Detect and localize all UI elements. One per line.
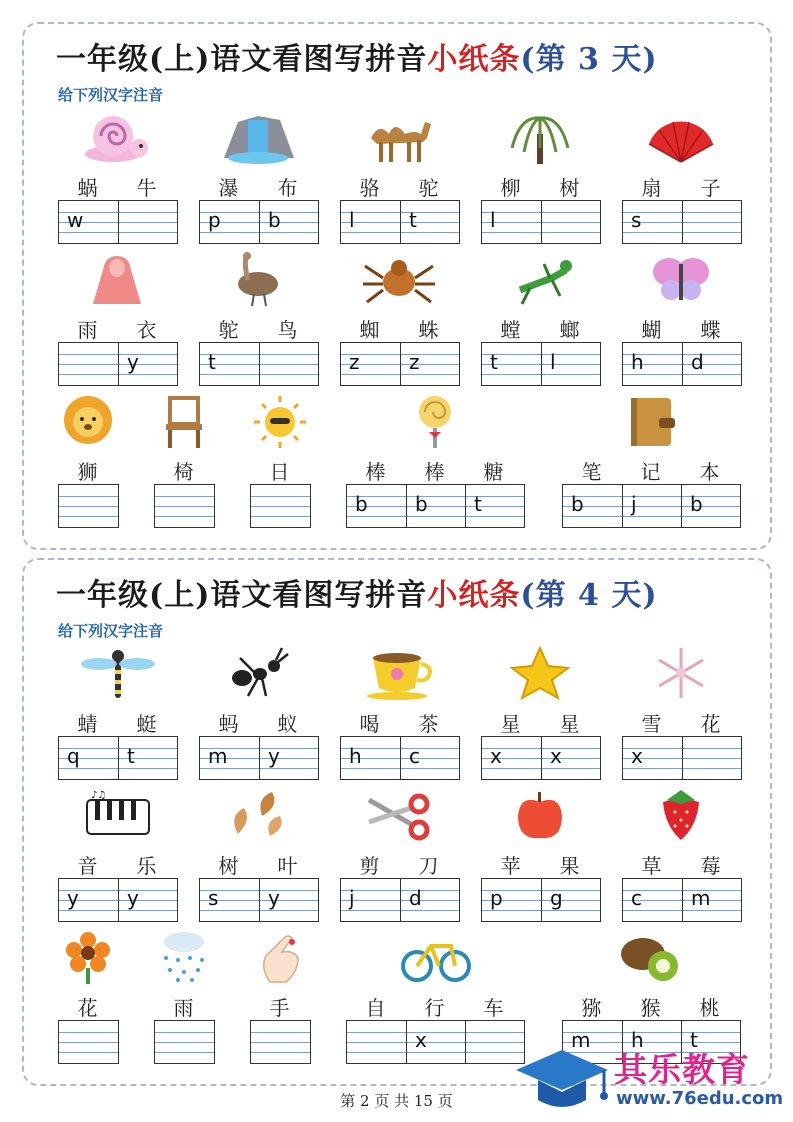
word-item — [154, 392, 213, 532]
pinyin-initial: y — [127, 886, 139, 910]
hanzi-char: 剪 — [359, 854, 380, 878]
snowflake-icon — [641, 644, 721, 702]
pinyin-initial: w — [67, 208, 84, 232]
pinyin-initial: s — [208, 886, 219, 910]
hanzi-char: 果 — [559, 854, 580, 878]
sun-icon — [240, 392, 320, 450]
hanzi-char: 音 — [77, 854, 98, 878]
word-item — [58, 108, 176, 248]
pinyin-writing-box[interactable] — [259, 737, 318, 779]
word-item — [346, 392, 523, 532]
page-footer: 第 2 页 共 15 页 — [340, 1092, 453, 1110]
pinyin-writing-box[interactable] — [341, 343, 400, 385]
pinyin-initial: m — [208, 744, 228, 768]
hanzi-char: 喝 — [359, 712, 380, 736]
hanzi-char: 蜓 — [136, 712, 157, 736]
pinyin-writing-box[interactable] — [623, 201, 682, 243]
pinyin-box-group — [250, 1020, 311, 1064]
ant-icon — [218, 644, 298, 702]
pinyin-initial: x — [550, 744, 562, 768]
pinyin-box-group — [154, 1020, 215, 1064]
pinyin-initial: g — [550, 886, 563, 910]
hanzi-char: 椅 — [173, 460, 194, 484]
pinyin-box-group — [199, 342, 319, 386]
hanzi-char: 螳 — [500, 318, 521, 342]
pinyin-box-group — [199, 878, 319, 922]
hanzi-char: 螂 — [559, 318, 580, 342]
hanzi-row — [481, 314, 599, 343]
pinyin-box-group — [622, 342, 742, 386]
hanzi-char: 扇 — [641, 176, 662, 200]
pinyin-initial: d — [691, 350, 704, 374]
pinyin-initial: z — [409, 350, 420, 374]
word-item — [154, 928, 213, 1068]
hanzi-char: 雨 — [173, 996, 194, 1020]
lion-icon — [48, 392, 128, 450]
hanzi-char: 蝶 — [700, 318, 721, 342]
pinyin-box-group — [58, 878, 178, 922]
hanzi-char: 花 — [77, 996, 98, 1020]
hanzi-char: 驼 — [418, 176, 439, 200]
lollipop-icon — [395, 392, 475, 450]
pinyin-writing-box[interactable] — [682, 879, 741, 921]
hanzi-row — [481, 172, 599, 201]
pinyin-writing-box[interactable] — [400, 737, 459, 779]
hanzi-char: 牛 — [136, 176, 157, 200]
pinyin-initial: l — [490, 208, 496, 232]
flower-icon — [48, 928, 128, 986]
pinyin-writing-box[interactable] — [59, 879, 118, 921]
hanzi-char: 蝴 — [641, 318, 662, 342]
instruction-text: 给下列汉字注音 — [58, 622, 164, 640]
pinyin-box-group — [58, 342, 178, 386]
hanzi-char: 蚁 — [277, 712, 298, 736]
hanzi-row — [562, 456, 739, 485]
hanzi-char: 本 — [699, 460, 720, 484]
pinyin-writing-box[interactable] — [341, 737, 400, 779]
word-item — [622, 644, 740, 784]
hanzi-char: 笔 — [581, 460, 602, 484]
willow-icon — [500, 108, 580, 166]
hanzi-char: 苹 — [500, 854, 521, 878]
hanzi-row — [340, 172, 458, 201]
fan-icon — [641, 108, 721, 166]
hanzi-char: 蚂 — [218, 712, 239, 736]
hanzi-row — [481, 850, 599, 879]
pinyin-writing-box[interactable] — [59, 201, 118, 243]
pinyin-box-group — [562, 484, 741, 528]
hanzi-row — [58, 314, 176, 343]
pinyin-initial: x — [415, 1028, 427, 1052]
pinyin-initial: t — [690, 1028, 698, 1052]
pinyin-initial: b — [690, 492, 703, 516]
hanzi-char: 猴 — [640, 996, 661, 1020]
word-item — [481, 250, 599, 390]
hanzi-char: 棒 — [365, 460, 386, 484]
pinyin-initial: t — [490, 350, 498, 374]
pinyin-writing-box[interactable] — [400, 343, 459, 385]
hanzi-char: 蛛 — [418, 318, 439, 342]
hanzi-row — [58, 456, 117, 485]
word-item — [481, 786, 599, 926]
pinyin-initial: t — [474, 492, 482, 516]
hanzi-char: 星 — [500, 712, 521, 736]
pinyin-initial: p — [490, 886, 503, 910]
word-item — [199, 786, 317, 926]
leaves-icon — [218, 786, 298, 844]
hanzi-row — [58, 992, 117, 1021]
hanzi-row — [346, 456, 523, 485]
hanzi-char: 桃 — [699, 996, 720, 1020]
chair-icon — [144, 392, 224, 450]
word-item — [622, 786, 740, 926]
pinyin-box-group — [622, 736, 742, 780]
pinyin-initial: t — [127, 744, 135, 768]
hanzi-char: 记 — [640, 460, 661, 484]
hanzi-char: 自 — [365, 996, 386, 1020]
hanzi-char: 车 — [483, 996, 504, 1020]
brand-logo — [512, 1040, 788, 1116]
word-item — [622, 108, 740, 248]
hanzi-char: 日 — [269, 460, 290, 484]
pinyin-writing-box[interactable] — [482, 879, 541, 921]
pinyin-box-group — [481, 342, 601, 386]
bicycle-icon — [395, 928, 475, 986]
hanzi-row — [250, 456, 309, 485]
hanzi-char: 树 — [218, 854, 239, 878]
brand-url: www.76edu.com — [616, 1088, 784, 1109]
hanzi-char: 乐 — [136, 854, 157, 878]
graduation-cap-icon — [512, 1040, 622, 1116]
svg-text:♪♫: ♪♫ — [91, 790, 107, 801]
word-item — [340, 786, 458, 926]
notebook-icon — [611, 392, 691, 450]
pinyin-writing-box[interactable] — [482, 201, 541, 243]
pinyin-box-group — [199, 736, 319, 780]
pinyin-box-group — [481, 878, 601, 922]
hanzi-row — [622, 708, 740, 737]
pinyin-writing-box[interactable] — [681, 485, 740, 527]
hanzi-row — [250, 992, 309, 1021]
hanzi-char: 蜗 — [77, 176, 98, 200]
pinyin-writing-box[interactable] — [341, 201, 400, 243]
pinyin-writing-box[interactable] — [59, 485, 118, 527]
pinyin-writing-box[interactable] — [682, 737, 741, 779]
hanzi-char: 柳 — [500, 176, 521, 200]
pinyin-initial: y — [67, 886, 79, 910]
pinyin-box-group — [340, 200, 460, 244]
instruction-text: 给下列汉字注音 — [58, 86, 164, 104]
hanzi-char: 狮 — [77, 460, 98, 484]
ostrich-icon — [218, 250, 298, 308]
pinyin-writing-box[interactable] — [118, 737, 177, 779]
hanzi-row — [562, 992, 739, 1021]
rain-cloud-icon — [144, 928, 224, 986]
pinyin-initial: x — [490, 744, 502, 768]
word-item — [199, 108, 317, 248]
hanzi-char: 骆 — [359, 176, 380, 200]
pinyin-initial: b — [268, 208, 281, 232]
hanzi-row — [622, 172, 740, 201]
hanzi-char: 莓 — [700, 854, 721, 878]
hanzi-char: 蜘 — [359, 318, 380, 342]
waterfall-icon — [218, 108, 298, 166]
pinyin-box-group — [340, 342, 460, 386]
hanzi-row — [58, 172, 176, 201]
pinyin-writing-box[interactable] — [482, 343, 541, 385]
hanzi-row — [154, 456, 213, 485]
hanzi-row — [199, 314, 317, 343]
dragonfly-icon — [77, 644, 157, 702]
hanzi-char: 鸟 — [277, 318, 298, 342]
teacup-icon — [359, 644, 439, 702]
pinyin-writing-box[interactable] — [259, 201, 318, 243]
hanzi-char: 草 — [641, 854, 662, 878]
hanzi-row — [199, 172, 317, 201]
pinyin-writing-box[interactable] — [200, 343, 259, 385]
pinyin-writing-box[interactable] — [465, 485, 524, 527]
pinyin-box-group — [58, 200, 178, 244]
word-item — [58, 644, 176, 784]
hanzi-char: 手 — [269, 996, 290, 1020]
pinyin-writing-box[interactable] — [259, 879, 318, 921]
hanzi-char: 茶 — [418, 712, 439, 736]
hanzi-char: 猕 — [581, 996, 602, 1020]
hanzi-char: 子 — [700, 176, 721, 200]
pinyin-writing-box[interactable] — [541, 879, 600, 921]
pinyin-writing-box[interactable] — [541, 201, 600, 243]
pinyin-box-group — [250, 484, 311, 528]
word-item — [481, 644, 599, 784]
word-item — [58, 250, 176, 390]
pinyin-writing-box[interactable] — [200, 201, 259, 243]
pinyin-writing-box[interactable] — [622, 485, 681, 527]
pinyin-box-group — [481, 736, 601, 780]
hanzi-row — [154, 992, 213, 1021]
mantis-icon — [500, 250, 580, 308]
pinyin-writing-box[interactable] — [563, 485, 622, 527]
hanzi-char: 雨 — [77, 318, 98, 342]
pinyin-box-group — [622, 878, 742, 922]
kiwi-icon — [611, 928, 691, 986]
word-item — [199, 250, 317, 390]
hanzi-char: 布 — [277, 176, 298, 200]
pinyin-initial: y — [127, 350, 139, 374]
pinyin-writing-box[interactable] — [118, 201, 177, 243]
pinyin-box-group — [58, 736, 178, 780]
pinyin-initial: t — [409, 208, 417, 232]
pinyin-box-group — [340, 878, 460, 922]
hanzi-char: 花 — [700, 712, 721, 736]
pinyin-writing-box[interactable] — [259, 343, 318, 385]
word-item — [340, 250, 458, 390]
pinyin-initial: l — [349, 208, 355, 232]
pinyin-initial: z — [349, 350, 360, 374]
butterfly-icon — [641, 250, 721, 308]
word-item — [58, 392, 117, 532]
worksheet-card-day-3 — [22, 22, 772, 550]
pinyin-initial: x — [631, 744, 643, 768]
hanzi-row — [340, 708, 458, 737]
pinyin-writing-box[interactable] — [541, 343, 600, 385]
pinyin-writing-box[interactable] — [347, 485, 406, 527]
pinyin-box-group — [346, 1020, 525, 1064]
pinyin-writing-box[interactable] — [155, 485, 214, 527]
word-item — [481, 108, 599, 248]
hanzi-row — [58, 708, 176, 737]
pinyin-box-group — [622, 200, 742, 244]
card-title: 一年级(上)语文看图写拼音小纸条(第 3 天) — [56, 42, 658, 77]
spider-icon — [359, 250, 439, 308]
word-item — [58, 928, 117, 1068]
pinyin-initial: d — [409, 886, 422, 910]
hanzi-row — [622, 314, 740, 343]
pinyin-initial: j — [349, 886, 355, 910]
pinyin-initial: h — [631, 350, 644, 374]
pinyin-initial: p — [208, 208, 221, 232]
pinyin-writing-box[interactable] — [155, 1021, 214, 1063]
pinyin-writing-box[interactable] — [623, 879, 682, 921]
pinyin-initial: j — [631, 492, 637, 516]
word-item — [340, 644, 458, 784]
pinyin-initial: m — [691, 886, 711, 910]
word-item — [346, 928, 523, 1068]
pinyin-initial: t — [208, 350, 216, 374]
pinyin-writing-box[interactable] — [341, 879, 400, 921]
pinyin-writing-box[interactable] — [200, 879, 259, 921]
pinyin-box-group — [58, 1020, 119, 1064]
pinyin-box-group — [481, 200, 601, 244]
pinyin-writing-box[interactable] — [541, 737, 600, 779]
pinyin-writing-box[interactable] — [118, 343, 177, 385]
brand-name: 其乐教育 — [614, 1050, 750, 1089]
pinyin-writing-box[interactable] — [59, 343, 118, 385]
apple-icon — [500, 786, 580, 844]
hanzi-row — [58, 850, 176, 879]
pinyin-writing-box[interactable] — [623, 343, 682, 385]
pinyin-initial: y — [268, 744, 280, 768]
hanzi-char: 叶 — [277, 854, 298, 878]
pinyin-writing-box[interactable] — [623, 737, 682, 779]
pinyin-writing-box[interactable] — [682, 343, 741, 385]
pinyin-initial: b — [355, 492, 368, 516]
pinyin-writing-box[interactable] — [400, 201, 459, 243]
hanzi-char: 树 — [559, 176, 580, 200]
word-item — [340, 108, 458, 248]
pinyin-writing-box[interactable] — [59, 1021, 118, 1063]
word-item — [622, 250, 740, 390]
hanzi-row — [481, 708, 599, 737]
pinyin-writing-box[interactable] — [251, 1021, 310, 1063]
pinyin-box-group — [154, 484, 215, 528]
hanzi-char: 鸵 — [218, 318, 239, 342]
pinyin-initial: s — [631, 208, 642, 232]
pinyin-writing-box[interactable] — [482, 737, 541, 779]
hanzi-char: 瀑 — [218, 176, 239, 200]
hanzi-char: 衣 — [136, 318, 157, 342]
hanzi-row — [346, 992, 523, 1021]
pinyin-initial: b — [571, 492, 584, 516]
piano-keys-icon — [77, 786, 157, 844]
raincoat-icon — [77, 250, 157, 308]
pinyin-initial: c — [631, 886, 642, 910]
pinyin-initial: m — [571, 1028, 591, 1052]
pinyin-writing-box[interactable] — [251, 485, 310, 527]
pinyin-writing-box[interactable] — [682, 201, 741, 243]
pinyin-initial: b — [415, 492, 428, 516]
word-item — [250, 392, 309, 532]
hanzi-char: 蜻 — [77, 712, 98, 736]
hanzi-row — [340, 850, 458, 879]
star-icon — [500, 644, 580, 702]
hanzi-row — [340, 314, 458, 343]
pinyin-initial: h — [631, 1028, 644, 1052]
pinyin-box-group — [346, 484, 525, 528]
pinyin-writing-box[interactable] — [400, 879, 459, 921]
pinyin-writing-box[interactable] — [118, 879, 177, 921]
hanzi-row — [199, 708, 317, 737]
pinyin-writing-box[interactable] — [347, 1021, 406, 1063]
pinyin-initial: h — [349, 744, 362, 768]
hanzi-row — [622, 850, 740, 879]
hand-icon — [240, 928, 320, 986]
pinyin-box-group — [340, 736, 460, 780]
hanzi-char: 星 — [559, 712, 580, 736]
word-item — [58, 786, 176, 926]
hanzi-char: 糖 — [483, 460, 504, 484]
pinyin-box-group — [199, 200, 319, 244]
snail-icon — [77, 108, 157, 166]
worksheet-card-day-4 — [22, 558, 772, 1086]
pinyin-writing-box[interactable] — [406, 1021, 465, 1063]
scissors-icon — [359, 786, 439, 844]
pinyin-box-group — [58, 484, 119, 528]
word-item — [199, 644, 317, 784]
word-item — [250, 928, 309, 1068]
hanzi-char: 行 — [424, 996, 445, 1020]
pinyin-writing-box[interactable] — [200, 737, 259, 779]
pinyin-initial: y — [268, 886, 280, 910]
word-item — [562, 392, 739, 532]
strawberry-icon — [641, 786, 721, 844]
card-title: 一年级(上)语文看图写拼音小纸条(第 4 天) — [56, 578, 658, 613]
pinyin-initial: c — [409, 744, 420, 768]
hanzi-char: 刀 — [418, 854, 439, 878]
camel-icon — [359, 108, 439, 166]
hanzi-char: 雪 — [641, 712, 662, 736]
pinyin-writing-box[interactable] — [59, 737, 118, 779]
pinyin-initial: l — [550, 350, 556, 374]
pinyin-writing-box[interactable] — [406, 485, 465, 527]
pinyin-initial: q — [67, 744, 80, 768]
hanzi-row — [199, 850, 317, 879]
hanzi-char: 棒 — [424, 460, 445, 484]
